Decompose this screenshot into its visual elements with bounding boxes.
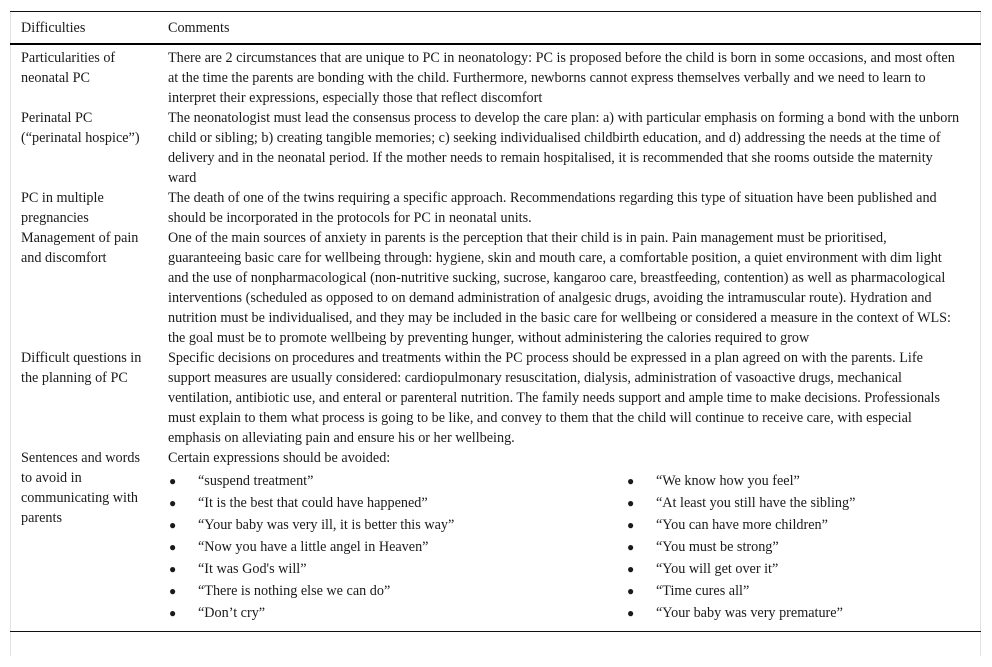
difficulty-cell: Perinatal PC (“perinatal hospice”) bbox=[21, 110, 140, 146]
bullet-icon: ● bbox=[169, 606, 177, 620]
table-header-row bbox=[10, 12, 981, 45]
list-item: ● “Your baby was very premature” bbox=[626, 602, 961, 624]
list-item: ● “It is the best that could have happened” bbox=[168, 492, 626, 514]
table-row bbox=[10, 448, 981, 632]
difficulty-cell: Particularities of neonatal PC bbox=[21, 50, 116, 86]
bullet-icon: ● bbox=[169, 540, 177, 554]
header-comments: Comments bbox=[157, 12, 981, 45]
list-item: ● “Don’t cry” bbox=[168, 602, 626, 624]
list-item: ● “It was God's will” bbox=[168, 558, 626, 580]
list-item: ● “Now you have a little angel in Heaven” bbox=[168, 536, 626, 558]
bullet-icon: ● bbox=[169, 496, 177, 510]
table-row bbox=[10, 108, 981, 188]
difficulties-table-container bbox=[10, 11, 981, 656]
bullet-icon: ● bbox=[169, 584, 177, 598]
comment-cell: One of the main sources of anxiety in parents is the perception that their child is in pain. Pain management must be prioritised, guaranteeing basic care for wellbeing through: hygiene, skin and mouth care, a comfortable position, a quiet environment with dim light and the use of nonpharmacological (non-nutritive sucking, sucrose, kangaroo care, breastfeeding, contention) as well as pharmacological interventions (scheduled as opposed to on demand administration of analgesic drugs, avoiding the intramuscular route). Hydration and nutrition must be individualised, and they may be included in the basic care for wellbeing or considered a measure in the context of WLS: the goal must be to promote wellbeing by preventing hunger, without administering the calories required to grow bbox=[168, 230, 951, 346]
header-difficulties: Difficulties bbox=[10, 12, 157, 45]
table-row bbox=[10, 228, 981, 348]
bullet-icon: ● bbox=[169, 474, 177, 488]
list-item: ● “suspend treatment” bbox=[168, 470, 626, 492]
list-item: ● “Your baby was very ill, it is better this way” bbox=[168, 514, 626, 536]
bullet-icon: ● bbox=[627, 562, 635, 576]
bullet-icon: ● bbox=[627, 474, 635, 488]
comment-intro: Certain expressions should be avoided: bbox=[168, 450, 391, 466]
bullet-icon: ● bbox=[627, 496, 635, 510]
bullet-icon: ● bbox=[627, 606, 635, 620]
table-row bbox=[10, 44, 981, 108]
comment-cell: The death of one of the twins requiring a specific approach. Recommendations regarding this type of situation have been published and should be incorporated in the protocols for PC in neonatal units. bbox=[168, 190, 937, 226]
avoid-phrases-right-column bbox=[626, 470, 961, 624]
list-item: ● “There is nothing else we can do” bbox=[168, 580, 626, 602]
comment-cell: There are 2 circumstances that are unique to PC in neonatology: PC is proposed before the child is born in some occasions, and most often at the time the parents are bonding with the child. Furthermore, newborns cannot express themselves verbally and we need to learn to interpret their expressions, especially those that reflect discomfort bbox=[168, 50, 955, 106]
difficulty-cell: Sentences and words to avoid in communicating with parents bbox=[10, 448, 157, 632]
avoid-phrases-left-column bbox=[168, 470, 626, 624]
list-item: ● “You can have more children” bbox=[626, 514, 961, 536]
difficulty-cell: Management of pain and discomfort bbox=[21, 230, 139, 266]
difficulties-table bbox=[10, 11, 981, 632]
bullet-icon: ● bbox=[627, 540, 635, 554]
table-row bbox=[10, 348, 981, 448]
difficulty-cell: Difficult questions in the planning of PC bbox=[21, 350, 142, 386]
bullet-icon: ● bbox=[169, 518, 177, 532]
comment-cell bbox=[157, 448, 981, 632]
list-item: ● “We know how you feel” bbox=[626, 470, 961, 492]
list-item: ● “At least you still have the sibling” bbox=[626, 492, 961, 514]
comment-cell: Specific decisions on procedures and treatments within the PC process should be expressed in a plan agreed on with the parents. Life support measures are usually considered: cardiopulmonary resuscitation, dialysis, administration of vasoactive drugs, mechanical ventilation, antibiotic use, and enteral or parenteral nutrition. The family needs support and ample time to make decisions. Professionals must explain to them what process is going to be like, and convey to them that the child will continue to receive care, with especial emphasis on alleviating pain and ensure his or her wellbeing. bbox=[168, 350, 940, 446]
comment-cell: The neonatologist must lead the consensus process to develop the care plan: a) with particular emphasis on forming a bond with the unborn child or sibling; b) creating tangible memories; c) seeking individualised childbirth education, and d) addressing the needs at the time of delivery and in the neonatal period. If the mother needs to remain hospitalised, it is recommended that she rooms outside the maternity ward bbox=[168, 110, 960, 186]
difficulty-cell: PC in multiple pregnancies bbox=[21, 190, 104, 226]
list-item: ● “You will get over it” bbox=[626, 558, 961, 580]
avoid-phrases-list bbox=[168, 470, 961, 624]
list-item: ● “You must be strong” bbox=[626, 536, 961, 558]
list-item: ● “Time cures all” bbox=[626, 580, 961, 602]
bullet-icon: ● bbox=[627, 584, 635, 598]
bullet-icon: ● bbox=[627, 518, 635, 532]
bullet-icon: ● bbox=[169, 562, 177, 576]
table-row bbox=[10, 188, 981, 228]
